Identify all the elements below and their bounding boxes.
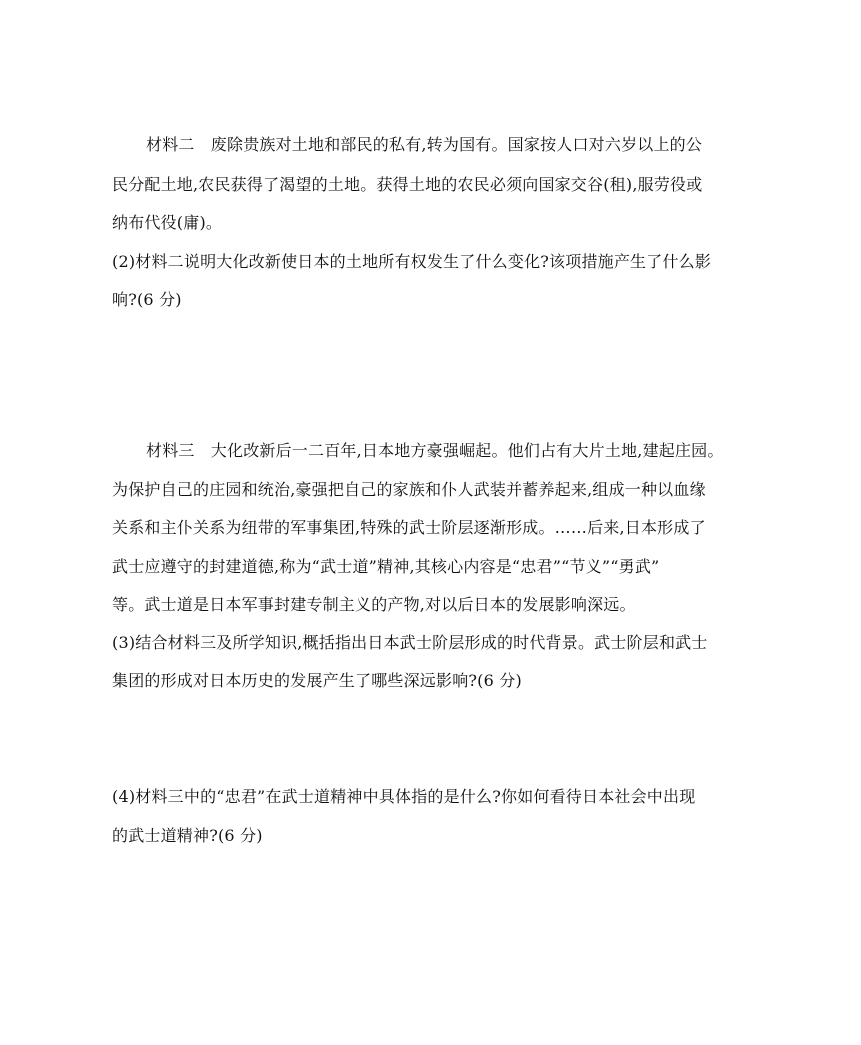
question-three-line-2: 集团的形成对日本历史的发展产生了哪些深远影响?(6 分) — [112, 671, 522, 690]
material-two-line-1: 材料二 废除贵族对土地和部民的私有,转为国有。国家按人口对六岁以上的公 — [146, 135, 703, 154]
material-three-line-5: 等。武士道是日本军事封建专制主义的产物,对以后日本的发展影响深远。 — [112, 595, 636, 614]
material-three-line-1: 材料三 大化改新后一二百年,日本地方豪强崛起。他们占有大片土地,建起庄园。 — [146, 441, 724, 460]
question-three-line-1: (3)结合材料三及所学知识,概括指出日本武士阶层形成的时代背景。武士阶层和武士 — [112, 633, 708, 652]
material-three-line-2: 为保护自己的庄园和统治,豪强把自己的家族和仆人武装并蓄养起来,组成一种以血缘 — [112, 480, 706, 499]
question-two-line-1: (2)材料二说明大化改新使日本的土地所有权发生了什么变化?该项措施产生了什么影 — [112, 252, 712, 271]
material-three-line-4: 武士应遵守的封建道德,称为“武士道”精神,其核心内容是“忠君”“节义”“勇武” — [112, 557, 660, 576]
question-four-line-2: 的武士道精神?(6 分) — [112, 826, 263, 845]
question-two-line-2: 响?(6 分) — [112, 290, 182, 309]
material-three-line-3: 关系和主仆关系为纽带的军事集团,特殊的武士阶层逐渐形成。……后来,日本形成了 — [112, 518, 706, 537]
material-two-line-3: 纳布代役(庸)。 — [112, 213, 223, 232]
material-two-line-2: 民分配土地,农民获得了渴望的土地。获得土地的农民必须向国家交谷(租),服劳役或 — [112, 175, 703, 194]
question-four-line-1: (4)材料三中的“忠君”在武士道精神中具体指的是什么?你如何看待日本社会中出现 — [112, 787, 696, 806]
